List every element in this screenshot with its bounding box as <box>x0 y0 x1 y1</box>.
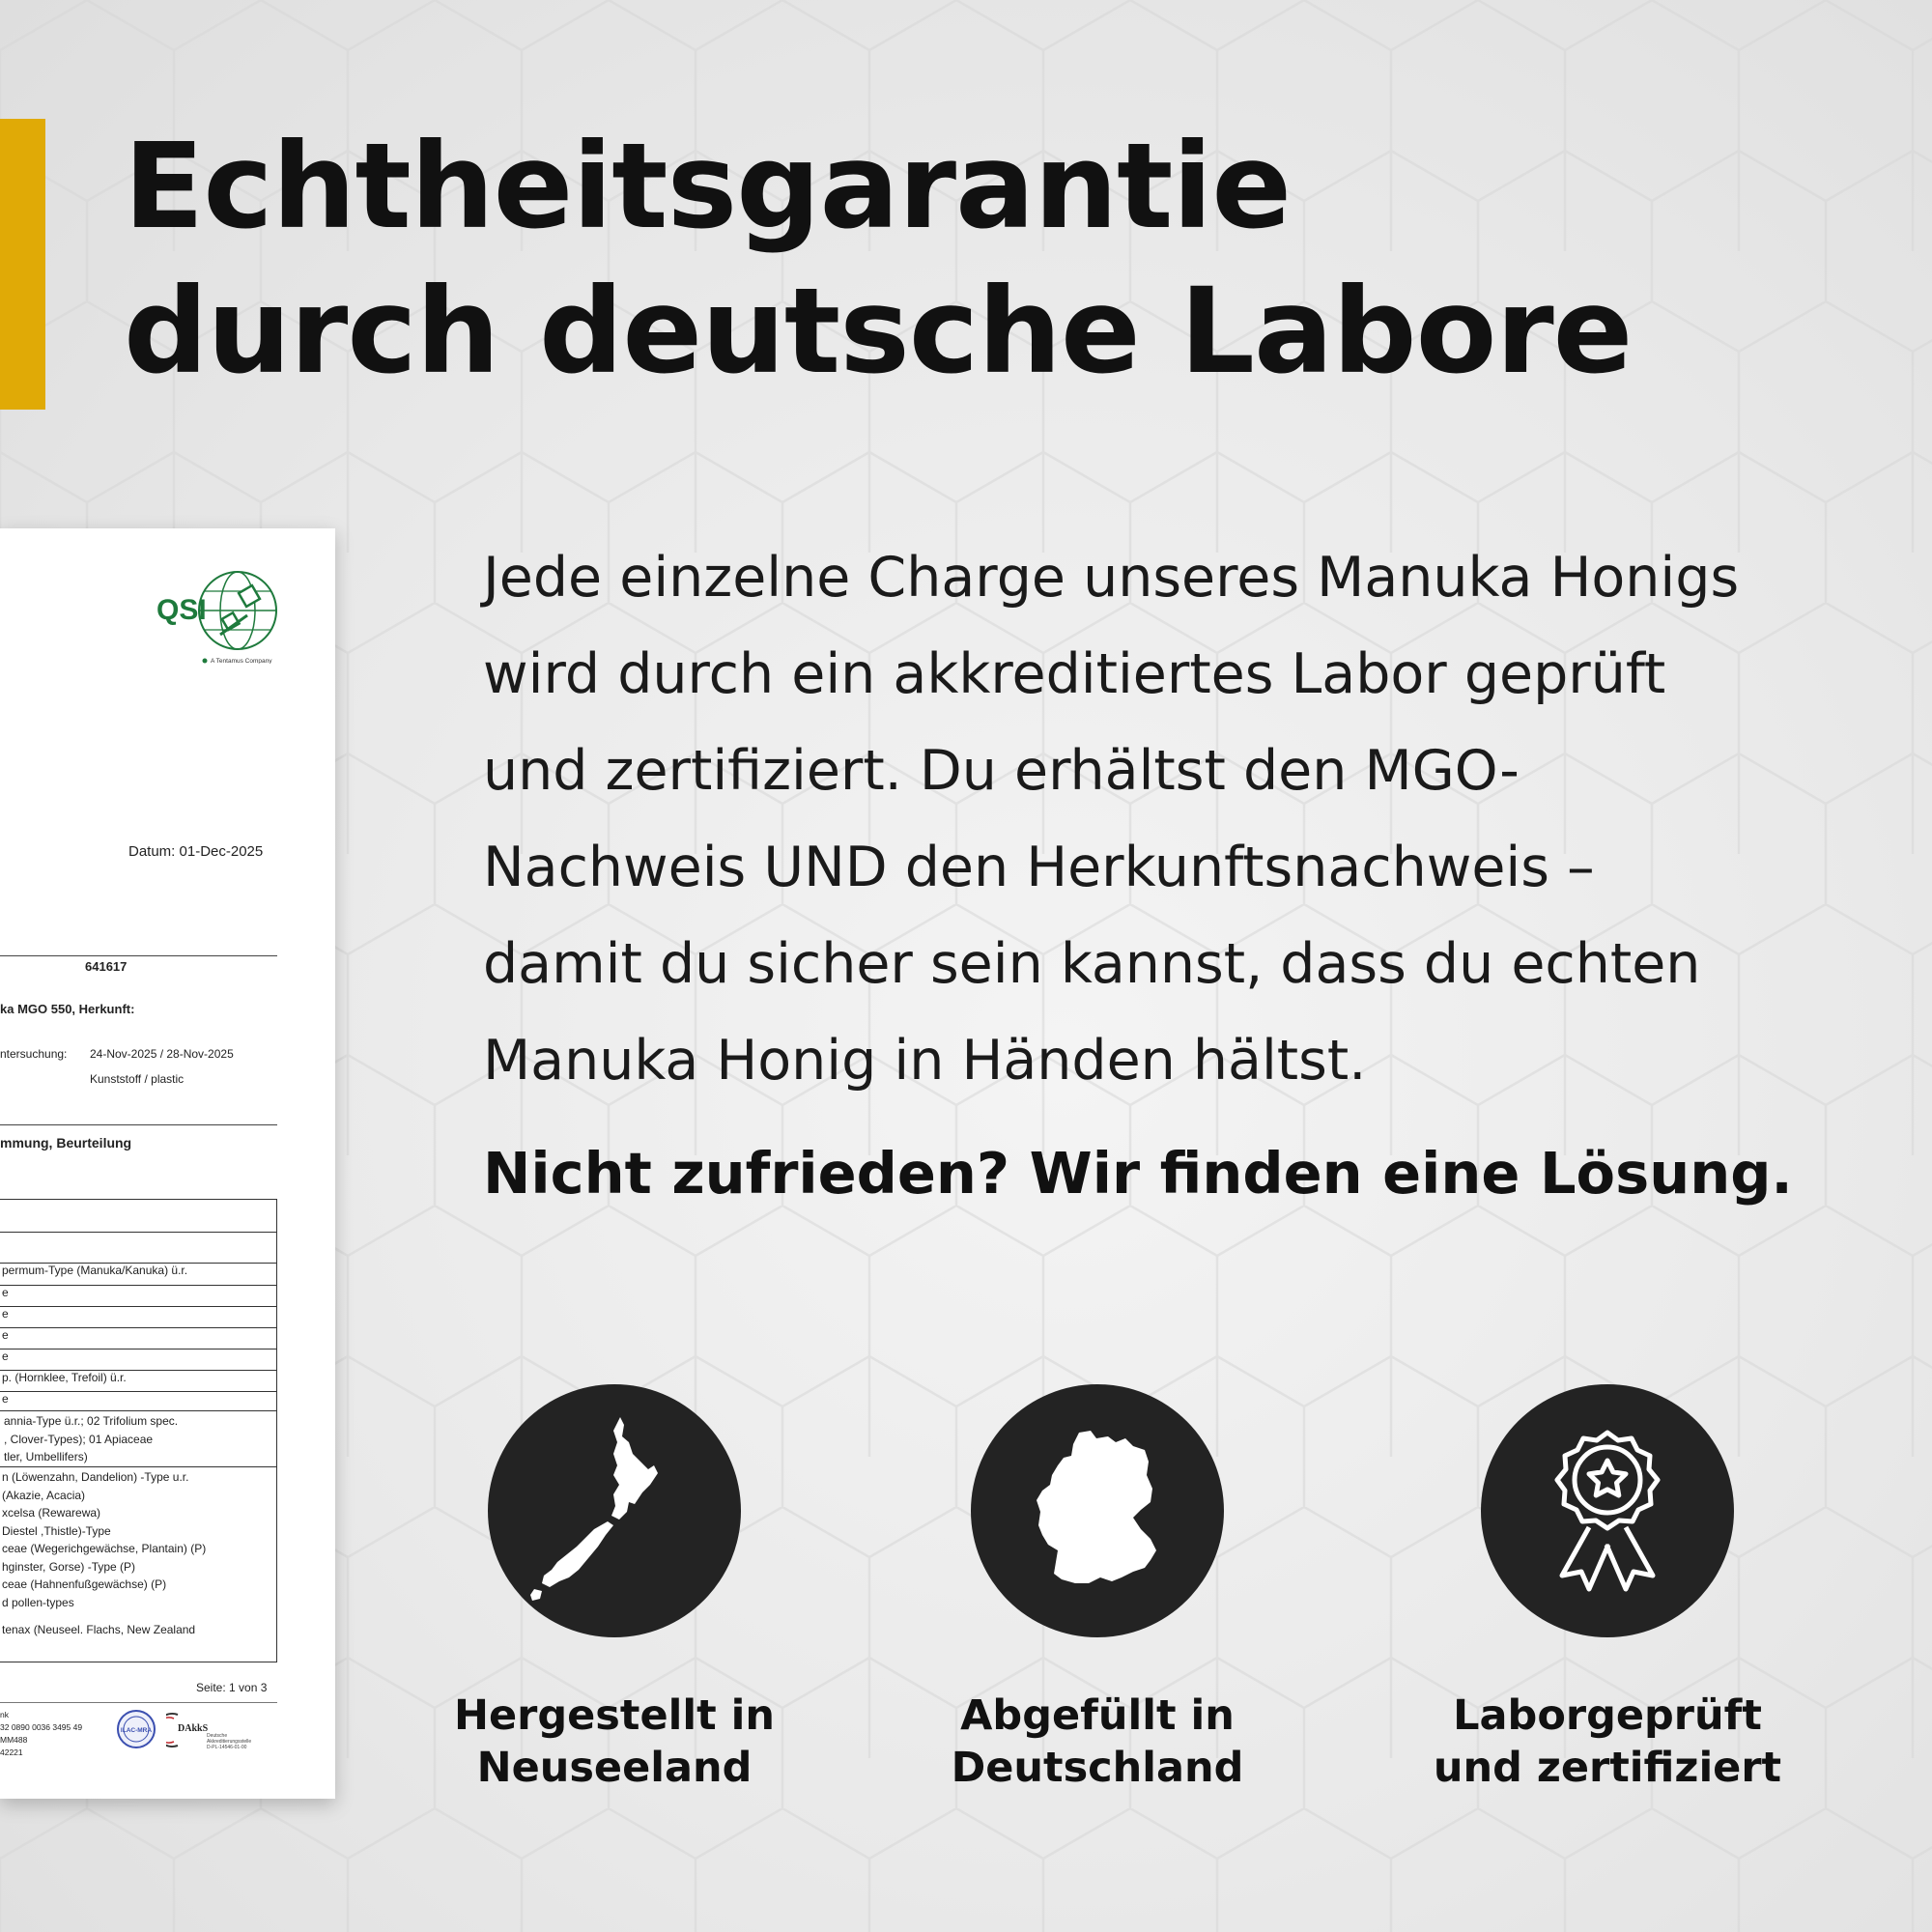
qsi-logo-icon <box>153 567 283 664</box>
table-row: n (Löwenzahn, Dandelion) -Type u.r. (Akazie, Acacia) xcelsa (Rewarewa) Diestel ,Thistle)-Type ceae (Wegerichgewächse, Plantain) (P) hginster, Gorse) -Type (P) ceae (Hahnenfußgewächse) (P) d pollen-types tenax (Neuseel. Flachs, New Zealand <box>2 1470 207 1636</box>
title-line-2: durch deutsche Labore <box>124 263 1633 400</box>
table-row: e <box>0 1307 276 1328</box>
feature-icon-circle <box>488 1384 741 1637</box>
table-row: permum-Type (Manuka/Kanuka) ü.r. <box>0 1264 276 1286</box>
lab-certificate <box>0 528 335 1799</box>
feature-filled-in-germany <box>904 1384 1291 1794</box>
certificate-exam-dates: 24-Nov-2025 / 28-Nov-2025 <box>90 1047 234 1061</box>
feature-icon-circle <box>1481 1384 1734 1637</box>
description-line: damit du sicher sein kannst, dass du echten <box>483 932 1701 996</box>
accent-bar <box>0 119 45 410</box>
table-row: e <box>0 1286 276 1307</box>
certificate-footer: nk 32 0890 0036 3495 49 MM488 42221 <box>0 1710 83 1757</box>
svg-text:DAkkS: DAkkS <box>178 1723 209 1734</box>
table-row <box>0 1233 276 1264</box>
certificate-date: Datum: 01-Dec-2025 <box>128 843 264 860</box>
description-line: Jede einzelne Charge unseres Manuka Honigs <box>483 546 1740 610</box>
certificate-section-title: mmung, Beurteilung <box>0 1135 132 1151</box>
ilac-mra-seal-icon <box>116 1709 156 1749</box>
svg-text:ILAC-MRA: ILAC-MRA <box>120 1727 153 1734</box>
dakks-caption: Deutsche Akkreditierungsstelle D-PL-14546-01-00 <box>207 1733 252 1750</box>
feature-lab-certified <box>1414 1384 1801 1794</box>
feature-label: Abgefüllt in Deutschland <box>951 1691 1244 1792</box>
certificate-exam-label: ntersuchung: <box>0 1047 68 1061</box>
award-badge-icon <box>1481 1384 1734 1637</box>
table-row: e <box>0 1350 276 1371</box>
description-line: Manuka Honig in Händen hältst. <box>483 1029 1367 1093</box>
certificate-page-number: Seite: 1 von 3 <box>196 1681 268 1694</box>
satisfaction-tagline: Nicht zufrieden? Wir finden eine Lösung. <box>483 1140 1793 1207</box>
page-title <box>124 114 1632 404</box>
certificate-number: 641617 <box>85 959 128 974</box>
table-row: e <box>0 1328 276 1350</box>
germany-map-icon <box>971 1384 1224 1637</box>
new-zealand-map-icon <box>488 1384 741 1637</box>
feature-made-in-new-zealand <box>421 1384 808 1794</box>
dakks-seal-icon <box>166 1711 211 1749</box>
table-row: annia-Type ü.r.; 02 Trifolium spec. , Clover-Types); 01 Apiaceae tler, Umbellifers) <box>0 1411 276 1467</box>
svg-text:QSI: QSI <box>156 594 207 626</box>
svg-text:A Tentamus Company: A Tentamus Company <box>211 658 272 664</box>
table-row: p. (Hornklee, Trefoil) ü.r. <box>0 1371 276 1392</box>
description-line: wird durch ein akkreditiertes Labor geprüft <box>483 642 1666 706</box>
certificate-packaging: Kunststoff / plastic <box>90 1072 185 1086</box>
feature-label: Hergestellt in Neuseeland <box>454 1691 775 1792</box>
description-line: Nachweis UND den Herkunftsnachweis – <box>483 836 1595 899</box>
guarantee-description <box>483 529 1816 1109</box>
pollen-analysis-table <box>0 1199 277 1662</box>
table-row: e <box>0 1392 276 1411</box>
description-line: und zertifiziert. Du erhältst den MGO- <box>483 739 1520 803</box>
title-line-1: Echtheitsgarantie <box>124 118 1292 255</box>
certificate-product: ka MGO 550, Herkunft: <box>0 1002 135 1016</box>
feature-icon-circle <box>971 1384 1224 1637</box>
feature-label: Laborgeprüft und zertifiziert <box>1433 1691 1782 1792</box>
table-row <box>0 1200 276 1233</box>
